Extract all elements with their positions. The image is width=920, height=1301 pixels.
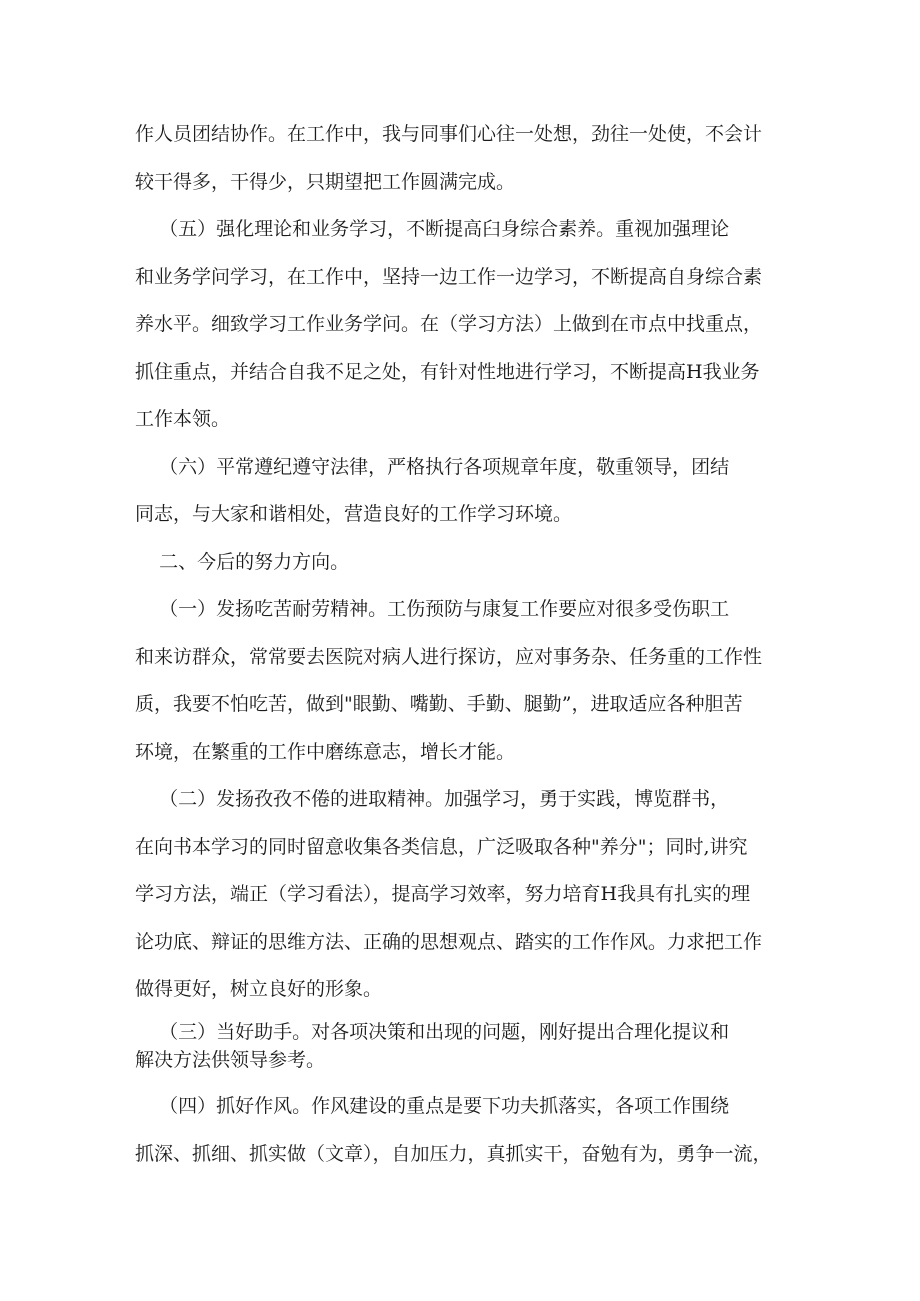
text-line: 同志，与大家和谐相处，营造良好的工作学习环境。	[135, 503, 573, 525]
text-line: 作人员团结协作。在工作中，我与同事们心往一处想，劲往一处使，不会计	[135, 123, 763, 145]
text-line: 学习方法，端正（学习看法），提高学习效率，努力培育H我具有扎实的理	[135, 883, 751, 905]
text-line: （一）发扬吃苦耐劳精神。工伤预防与康复工作要应对很多受伤职工	[135, 598, 730, 620]
text-line: 较干得多，干得少，只期望把工作圆满完成。	[135, 170, 516, 193]
text-line: （三）当好助手。对各项决策和出现的问题，刚好提出合理化提议和	[135, 1021, 730, 1043]
text-line: 质，我要不怕吃苦，做到"眼勤、嘴勤、手勤、腿勤”，进取适应各种胆苦	[135, 693, 743, 715]
text-line: 和业务学问学习，在工作中，坚持一边工作一边学习，不断提高自身综合素	[135, 265, 763, 288]
text-line: 在向书本学习的同时留意收集各类信息，广泛吸取各种"养分"；同时,讲究	[135, 835, 748, 858]
text-line: （二）发扬孜孜不倦的进取精神。加强学习，勇于实践，博览群书，	[135, 788, 730, 810]
body-text-lower	[135, 1083, 790, 1178]
text-line: 养水平。细致学习工作业务学问。在（学习方法）上做到在市点中找重点，	[135, 313, 763, 335]
body-text-upper	[135, 111, 790, 1014]
text-line: 抓深、抓细、抓实做（文章），自加压力，真抓实干，奋勉有为，勇争一流，	[135, 1142, 772, 1165]
text-line: 抓住重点，并结合自我不足之处，有针对性地进行学习，不断提高H我业务	[135, 360, 760, 383]
text-line: （六）平常遵纪遵守法律，严格执行各项规章年度，敬重领导，团结	[135, 455, 730, 478]
text-line: 二、今后的努力方向。	[135, 550, 350, 573]
text-line: 做得更好，树立良好的形象。	[135, 978, 383, 1000]
text-line: 和来访群众，常常要去医院对病人进行探访，应对事务杂、任务重的工作性	[135, 645, 763, 668]
text-line: 解决方法供领导参考。	[135, 1049, 326, 1071]
text-line: （五）强化理论和业务学习，不断提高臼身综合素养。重视加强理论	[135, 218, 730, 240]
text-line: （四）抓好作风。作风建设的重点是要下功夫抓落实，各项工作围绕	[135, 1095, 730, 1117]
text-line: 环境，在繁重的工作中磨练意志，增长才能。	[135, 740, 516, 763]
text-line: 论功底、辩证的思维方法、正确的思想观点、踏实的工作作风。力求把工作	[135, 930, 763, 953]
text-line: 工作本领。	[135, 408, 231, 430]
body-text-compact	[135, 1018, 790, 1074]
